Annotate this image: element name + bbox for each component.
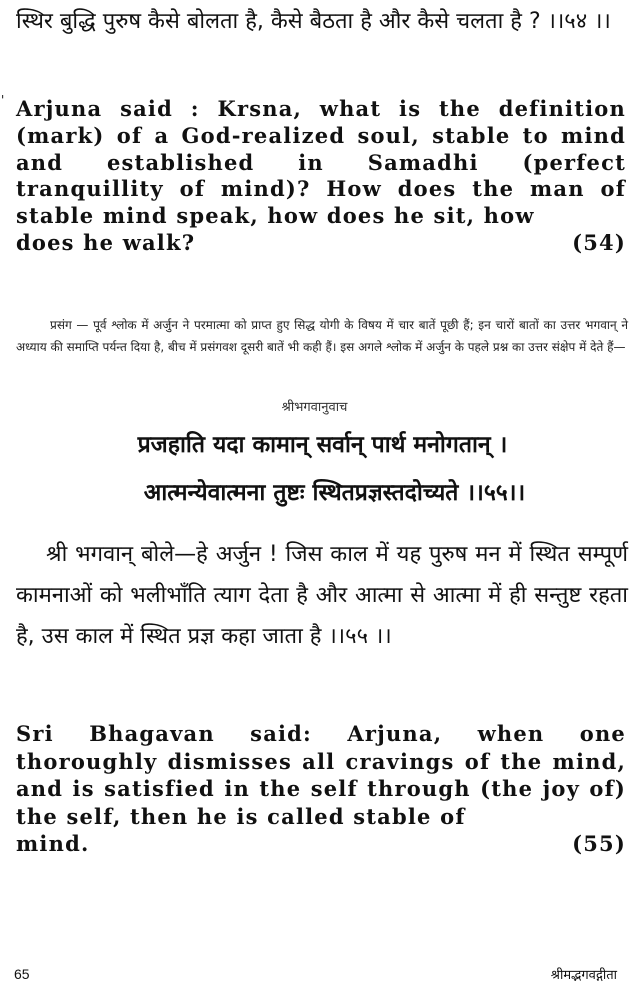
speaker-heading: श्रीभगवानुवाच: [281, 400, 348, 415]
english-verse-54-last-line: [16, 230, 626, 257]
book-title-footer: श्रीमद्भगवद्गीता: [550, 968, 617, 983]
verse-number-54: (54): [572, 229, 626, 255]
sanskrit-verse-55-line-2: आत्मन्येवात्मना तुष्टः स्थितप्रज्ञस्तदोच्यते ।।५५।।: [143, 480, 526, 506]
verse-number-55: (55): [572, 831, 626, 856]
english-verse-55-last-line: [16, 830, 626, 858]
hindi-question-verse-54: स्थिर बुद्धि पुरुष कैसे बोलता है, कैसे बैठता है और कैसे चलता है ? ।।५४ ।।: [16, 9, 611, 34]
english-verse-54-body: Arjuna said : Krsna, what is the definition (mark) of a God-realized soul, stable to mind and established in Samadhi (perfect tranquillity of mind)? How does the man of stable mind speak, how does he sit, how: [16, 96, 626, 229]
sanskrit-verse-55-line-1: प्रजहाति यदा कामान् सर्वान् पार्थ मनोगतान् ।: [137, 432, 508, 458]
english-verse-54-last-words: does he walk?: [16, 229, 196, 255]
page-number: 65: [14, 966, 30, 982]
hindi-translation-verse-55: श्री भगवान् बोले—हे अर्जुन ! जिस काल में यह पुरुष मन में स्थित सम्पूर्ण कामनाओं को भलीभाँति त्याग देता है और आत्मा से आत्मा में ही सन्तुष्ट रहता है, उस काल में स्थित प्रज्ञ कहा जाता है ।।५५ ।।: [16, 542, 628, 649]
english-verse-55-body: Sri Bhagavan said: Arjuna, when one thoroughly dismisses all cravings of the mind, and is satisfied in the self through (the joy of) the self, then he is called stable of: [16, 721, 626, 829]
english-translation-verse-54: [16, 96, 626, 257]
english-verse-55-last-words: mind.: [16, 831, 90, 856]
english-translation-verse-55: [16, 720, 626, 858]
context-note: प्रसंग — पूर्व श्लोक में अर्जुन ने परमात्मा को प्राप्त हुए सिद्ध योगी के विषय में चार बातें पूछी हैं; इन चारों बातों का उत्तर भगवान् ने अध्याय की समाप्ति पर्यन्त दिया है, बीच में प्रसंगवश दूसरी बातें भी कही हैं। इस अगले श्लोक में अर्जुन के पहले प्रश्न का उत्तर संक्षेप में देते हैं—: [16, 318, 628, 354]
stray-margin-mark: ': [1, 93, 5, 107]
